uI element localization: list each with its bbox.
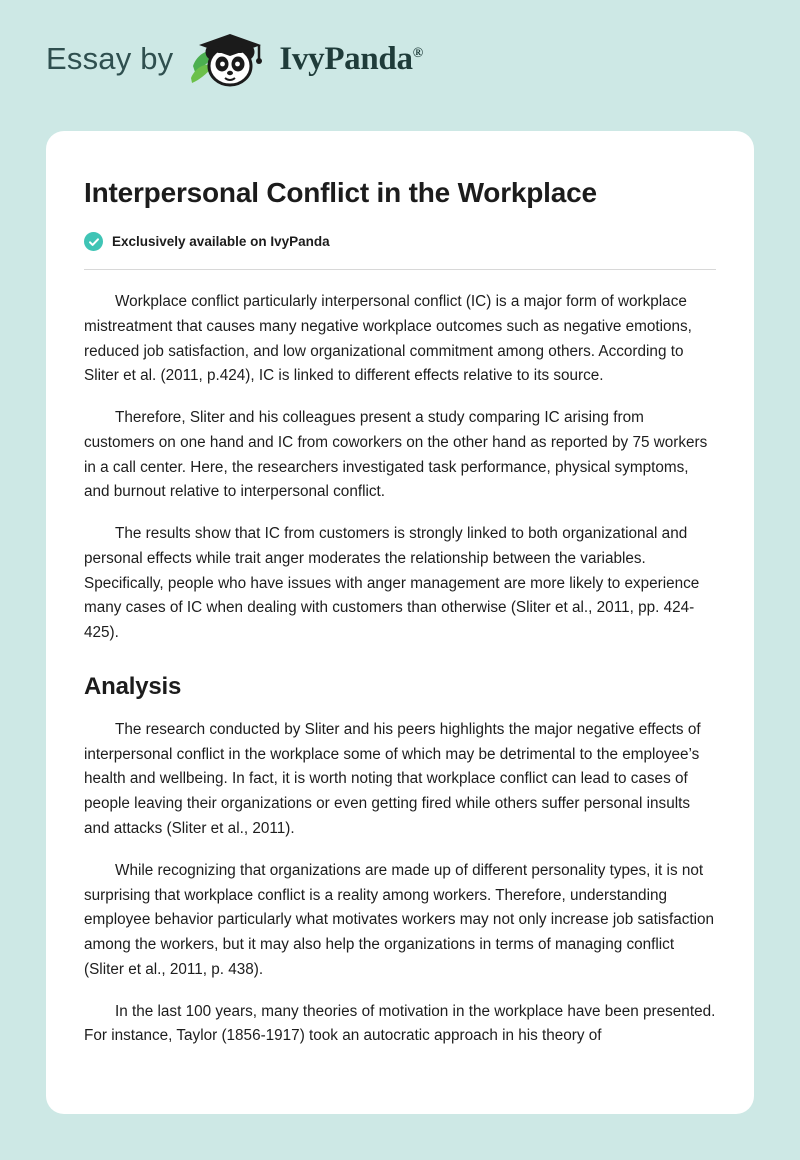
ivypanda-logo[interactable] — [187, 26, 422, 92]
page-title: Interpersonal Conflict in the Workplace — [84, 177, 597, 208]
paragraph: The results show that IC from customers is strongly linked to both organizational and personal effects while trait anger moderates the relationship between the variables. Specifically, people who have issues with anger management are more likely to experience many cases of IC when dealing with customers than otherwise (Sliter et al., 2011, pp. 424-425). — [84, 525, 700, 642]
brand-trademark: ® — [412, 45, 423, 61]
check-circle-icon — [84, 232, 103, 251]
brand-name — [279, 41, 422, 78]
section-heading-analysis: Analysis — [84, 672, 182, 700]
paragraph: Therefore, Sliter and his colleagues present a study comparing IC arising from customers on one hand and IC from coworkers on the other hand as reported by 75 workers in a call center. Here, the researchers investigated task performance, physical symptoms, and burnout relative to interpersonal conflict. — [84, 409, 708, 501]
status-badge — [84, 232, 716, 251]
panda-graduate-icon — [187, 26, 273, 92]
paragraph: The research conducted by Sliter and his peers highlights the major negative effects of interpersonal conflict in the workplace some of which may be detrimental to the employee’s health and wellbeing. In fact, it is worth noting that workplace conflict can lead to cases of people leaving their organizations or even getting fired while others suffer personal insults and attacks (Sliter et al., 2011). — [84, 720, 701, 838]
status-badge-label: Exclusively available on IvyPanda — [112, 234, 330, 249]
document-card — [46, 131, 754, 1114]
site-header — [0, 0, 800, 118]
paragraph: Workplace conflict particularly interpersonal conflict (IC) is a major form of workplace mistreatment that causes many negative workplace outcomes such as negative emotions, reduced job satisfaction, and low organizational commitment among others. According to Sliter et al. (2011, p.424), IC is linked to different effects relative to its source. — [84, 293, 692, 385]
paragraph: In the last 100 years, many theories of motivation in the workplace have been presented. For instance, Taylor (1856-1917) took an autocratic approach in his theory of — [84, 1002, 716, 1045]
header-divider — [84, 269, 716, 270]
paragraph: While recognizing that organizations are made up of different personality types, it is not surprising that workplace conflict is a reality among workers. Therefore, understanding employee behavior particularly what motivates workers may not only increase job satisfaction among the workers, but it may also help the organizations in terms of managing conflict (Sliter et al., 2011, p. 438). — [84, 861, 715, 978]
document-body — [46, 175, 754, 1049]
essay-by-label: Essay by — [46, 41, 174, 76]
brand-name-text: IvyPanda — [279, 40, 413, 77]
